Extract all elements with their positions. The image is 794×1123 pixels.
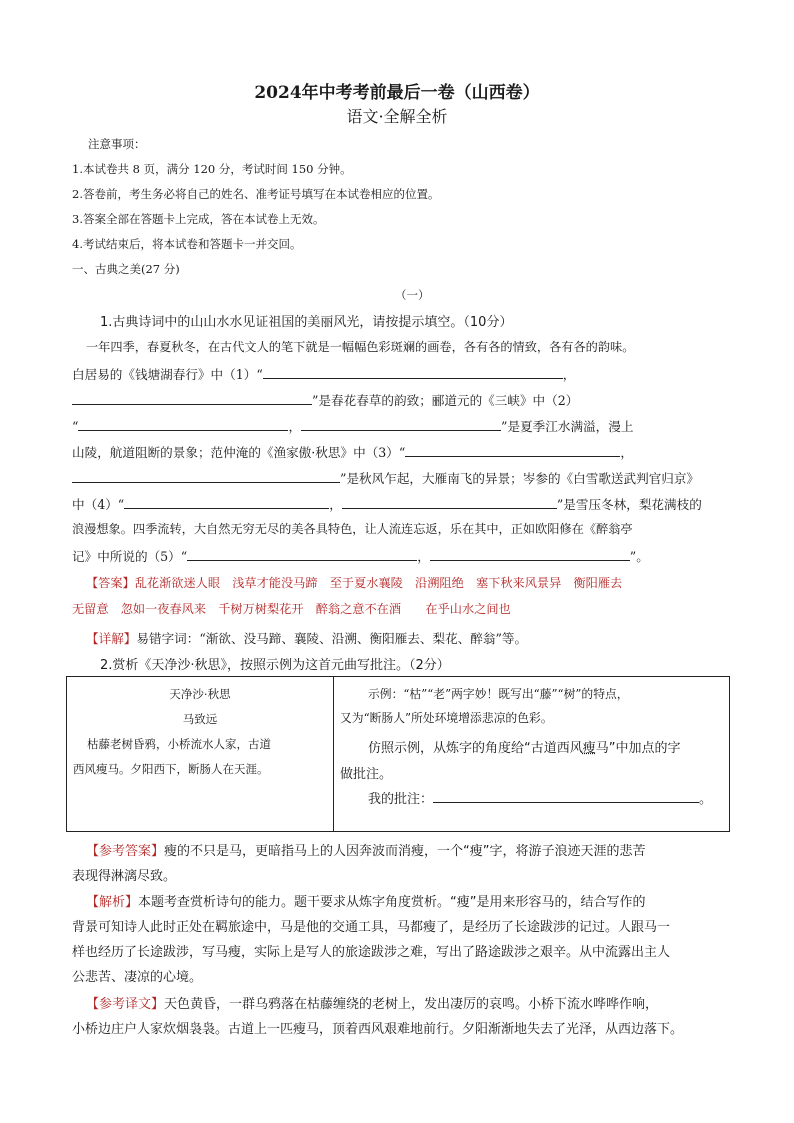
ref-answer-label: 【参考答案】 bbox=[86, 844, 165, 859]
q1-text-line bbox=[72, 390, 578, 409]
poem-line: 枯藤老树昏鸦，小桥流水人家，古道 bbox=[87, 737, 271, 751]
task-text: 仿照示例，从炼字的角度给“古道西风 bbox=[368, 741, 583, 756]
q1-text: ”。 bbox=[629, 549, 649, 564]
blank-1a[interactable] bbox=[263, 365, 563, 379]
translation-label: 【参考译文】 bbox=[86, 997, 165, 1012]
q1-text: ， bbox=[417, 549, 430, 564]
note-item: 4.考试结束后，将本试卷和答题卡一并交回。 bbox=[72, 237, 302, 251]
blank-3b[interactable] bbox=[72, 469, 340, 483]
answer-text: 无留意 忽如一夜春风来 千树万树梨花开 醉翁之意不在酒 在乎山水之间也 bbox=[72, 602, 511, 616]
translation bbox=[86, 993, 658, 1012]
example-line: 又为“断肠人”所处环境增添悲凉的色彩。 bbox=[340, 711, 553, 725]
ref-answer-text: 表现得淋漓尽致。 bbox=[72, 869, 177, 884]
task-text: 马”中加点的字 bbox=[595, 741, 681, 756]
q1-text-line: 浪漫想象。四季流转，大自然无穷无尽的美各具特色，让人流连忘返，乐在其中，正如欧阳修在《醉翁亭 bbox=[72, 522, 633, 536]
my-note-blank[interactable] bbox=[433, 789, 699, 803]
ref-answer-text: 瘦的不只是马，更暗指马上的人因奔波而消瘦，一个“瘦”字，将游子浪迹天涯的悲苦 bbox=[164, 844, 646, 859]
q1-text: ， bbox=[562, 367, 576, 382]
q1-text: 白居易的《钱塘湖春行》中（1）“ bbox=[72, 367, 263, 382]
part-label: （一） bbox=[395, 288, 430, 302]
q1-text: 山陵，航道阻断的景象；范仲淹的《渔家傲·秋思》中（3）“ bbox=[72, 445, 406, 460]
q1-text-line bbox=[72, 416, 633, 435]
blank-2a[interactable] bbox=[78, 417, 288, 431]
poem-line: 西风瘦马。夕阳西下，断肠人在天涯。 bbox=[73, 762, 269, 776]
example-cell bbox=[334, 677, 730, 832]
emphasis-char: 瘦 bbox=[582, 741, 596, 756]
q1-answer bbox=[86, 574, 622, 591]
section-heading: 一、古典之美(27 分) bbox=[72, 262, 180, 276]
analysis-label: 【解析】 bbox=[86, 895, 139, 910]
q1-text: 中（4）“ bbox=[72, 497, 125, 512]
my-note-line bbox=[368, 788, 712, 807]
notes-heading: 注意事项： bbox=[88, 137, 146, 151]
answer-text: 乱花渐欲迷人眼 浅草才能没马蹄 至于夏水襄陵 沿溯阻绝 塞下秋来风景异 衡阳雁去 bbox=[134, 576, 623, 590]
q2-prompt: 2.赏析《天净沙·秋思》，按照示例为这首元曲写批注。（2分） bbox=[100, 658, 450, 673]
q1-text: ”是夏季江水满溢，漫上 bbox=[501, 419, 634, 434]
example-line: 示例：“枯”“老”两字妙！既写出“藤”“树”的特点， bbox=[368, 687, 629, 701]
q1-text-line: 一年四季，春夏秋冬，在古代文人的笔下就是一幅幅色彩斑斓的画卷，各有各的情致，各有各的韵味。 bbox=[86, 340, 635, 354]
blank-5b[interactable] bbox=[430, 547, 630, 561]
task-line bbox=[368, 737, 681, 756]
analysis-text: 本题考查赏析诗句的能力。题干要求从炼字角度赏析。“瘦”是用来形容马的，结合写作的 bbox=[138, 895, 646, 910]
q1-prompt: 1.古典诗词中的山山水水见证祖国的美丽风光，请按提示填空。（10分） bbox=[100, 315, 513, 330]
analysis bbox=[86, 891, 646, 910]
q1-text: “ bbox=[72, 419, 79, 434]
poem-author: 马致远 bbox=[182, 712, 218, 726]
q1-text: ”是雪压冬林，梨花满枝的 bbox=[556, 497, 702, 512]
analysis-text: 公悲苦、凄凉的心境。 bbox=[72, 970, 203, 985]
note-item: 3.答案全部在答题卡上完成，答在本试卷上无效。 bbox=[72, 212, 325, 226]
analysis-text: 背景可知诗人此时正处在羁旅途中，马是他的交通工具，马都瘦了，是经历了长途跋涉的记过。人跟马一 bbox=[72, 920, 671, 935]
my-note-label: 我的批注： bbox=[368, 792, 434, 807]
detail-text: 易错字词：“渐欲、没马蹄、襄陵、沿溯、衡阳雁去、梨花、醉翁”等。 bbox=[136, 631, 528, 646]
poem-title: 天净沙·秋思 bbox=[169, 687, 231, 701]
q1-text-line bbox=[72, 442, 633, 461]
q2-table bbox=[66, 676, 730, 832]
blank-2b[interactable] bbox=[301, 417, 501, 431]
blank-3a[interactable] bbox=[405, 443, 620, 457]
q1-text: ， bbox=[288, 419, 302, 434]
note-item: 2.答卷前，考生务必将自己的姓名、准考证号填写在本试卷相应的位置。 bbox=[72, 187, 440, 201]
detail-label: 【详解】 bbox=[86, 631, 137, 646]
page-subtitle: 语文·全解全析 bbox=[346, 107, 448, 126]
q1-text: ， bbox=[620, 445, 633, 460]
q1-text-line bbox=[72, 494, 702, 513]
q1-text: ， bbox=[329, 497, 342, 512]
my-note-end: 。 bbox=[699, 792, 713, 807]
poem-cell bbox=[67, 677, 334, 832]
q1-text: ”是秋风乍起，大雁南飞的异景；岑参的《白雪歌送武判官归京》 bbox=[340, 471, 700, 486]
q1-text-line bbox=[72, 468, 699, 487]
answer-label: 【答案】 bbox=[86, 576, 135, 590]
q1-detail bbox=[86, 628, 527, 647]
analysis-text: 样也经历了长途跋涉，写马瘦，实际上是写人的旅途跋涉之难，写出了路途跋涉之艰辛。从中流露出主人 bbox=[72, 945, 671, 960]
q1-text: ”是春花春草的韵致；郦道元的《三峡》中（2） bbox=[312, 393, 579, 408]
page-title: 2024年中考考前最后一卷（山西卷） bbox=[254, 83, 540, 103]
task-line: 做批注。 bbox=[340, 767, 393, 782]
translation-text: 天色黄昏，一群乌鸦落在枯藤缠绕的老树上，发出凄厉的哀鸣。小桥下流水哗哗作响， bbox=[164, 997, 659, 1012]
q1-text-line bbox=[72, 546, 649, 565]
blank-4b[interactable] bbox=[342, 495, 557, 509]
ref-answer bbox=[86, 840, 646, 859]
translation-text: 小桥边庄户人家炊烟袅袅。古道上一匹瘦马，顶着西风艰难地前行。夕阳渐渐地失去了光泽，从西边落下。 bbox=[72, 1022, 684, 1037]
q1-text: 记》中所说的（5）“ bbox=[72, 549, 188, 564]
blank-4a[interactable] bbox=[124, 495, 329, 509]
blank-5a[interactable] bbox=[187, 547, 417, 561]
q1-text-line bbox=[72, 364, 575, 383]
note-item: 1.本试卷共 8 页，满分 120 分，考试时间 150 分钟。 bbox=[72, 162, 352, 176]
blank-1b[interactable] bbox=[72, 391, 312, 405]
